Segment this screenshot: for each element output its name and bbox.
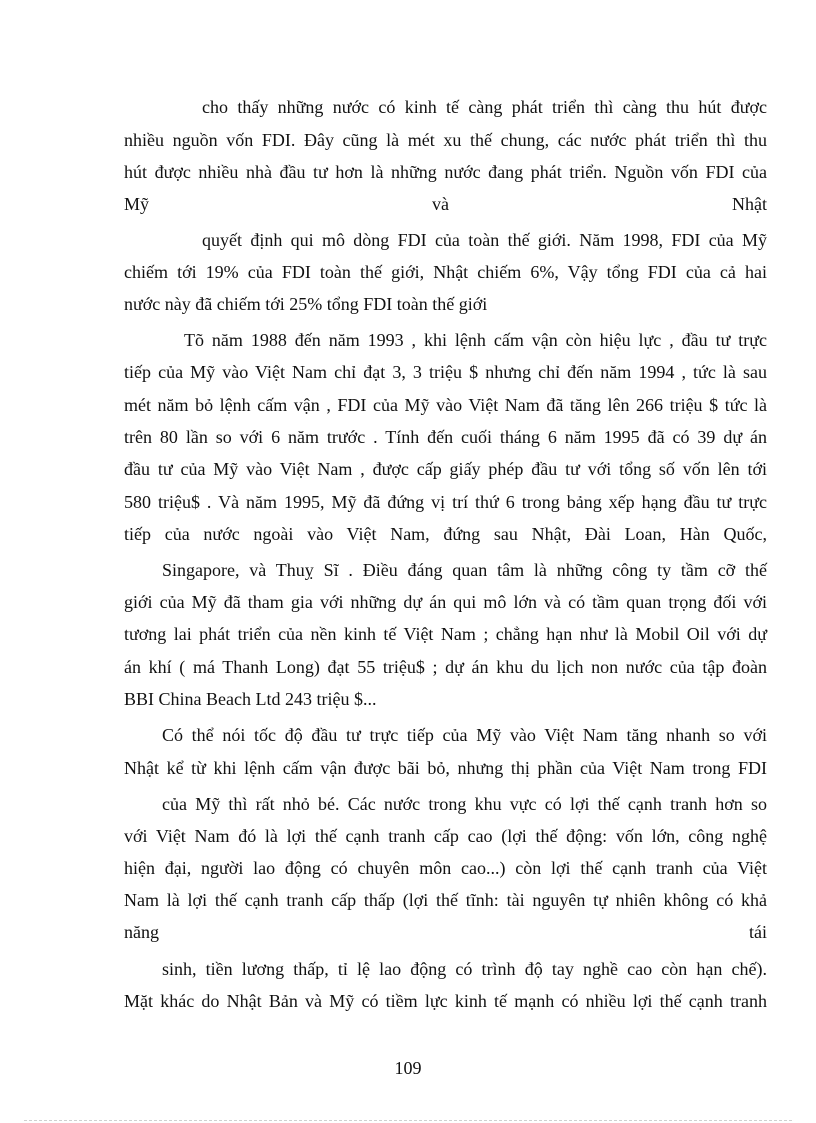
text-line: tiếp của Mỹ vào Việt Nam chỉ đạt 3, 3 triệu $ nhưng chỉ đến năm 1994 , tức là sau xyxy=(124,362,767,382)
text-line: án khí ( má Thanh Long) đạt 55 triệu$ ; dự án khu du lịch non nước của tập đoàn xyxy=(124,657,767,677)
text-line: hút được nhiều nhà đầu tư hơn là những nước đang phát triển. Nguồn vốn FDI của xyxy=(124,162,767,182)
text-line: của Mỹ thì rất nhỏ bé. Các nước trong khu vực có lợi thế cạnh tranh hơn so xyxy=(162,794,767,814)
text-line: quyết định qui mô dòng FDI của toàn thế giới. Năm 1998, FDI của Mỹ xyxy=(202,230,767,250)
text-line: Mỹ và Nhật xyxy=(124,194,767,214)
text-line: đầu tư của Mỹ vào Việt Nam , được cấp giấy phép đầu tư với tổng số vốn lên tới xyxy=(124,459,767,479)
text-line: với Việt Nam đó là lợi thế cạnh tranh cấp cao (lợi thế động: vốn lớn, công nghệ xyxy=(124,826,767,846)
text-line: Nam là lợi thế cạnh tranh cấp thấp (lợi thế tĩnh: tài nguyên tự nhiên không có khả xyxy=(124,890,767,910)
text-line: Có thể nói tốc độ đầu tư trực tiếp của Mỹ vào Việt Nam tăng nhanh so với xyxy=(162,725,767,745)
text-line: Singapore, và Thuỵ Sĩ . Điều đáng quan tâm là những công ty tầm cỡ thế xyxy=(162,560,767,580)
text-line: nước này đã chiếm tới 25% tổng FDI toàn thế giới xyxy=(124,294,488,314)
text-line: chiếm tới 19% của FDI toàn thế giới, Nhật chiếm 6%, Vậy tổng FDI của cả hai xyxy=(124,262,767,282)
text-line: Nhật kể từ khi lệnh cấm vận được bãi bỏ, nhưng thị phần của Việt Nam trong FDI xyxy=(124,758,767,778)
text-line: tiếp của nước ngoài vào Việt Nam, đứng sau Nhật, Đài Loan, Hàn Quốc, xyxy=(124,524,767,544)
page-bottom-divider xyxy=(24,1120,792,1121)
text-line: BBI China Beach Ltd 243 triệu $... xyxy=(124,689,377,709)
text-line: năng tái xyxy=(124,922,767,942)
text-line: nhiều nguồn vốn FDI. Đây cũng là mét xu thế chung, các nước phát triển thì thu xyxy=(124,130,767,150)
text-line: sinh, tiền lương thấp, tỉ lệ lao động có trình độ tay nghề cao còn hạn chế). xyxy=(162,959,767,979)
text-line: tương lai phát triển của nền kinh tế Việt Nam ; chẳng hạn như là Mobil Oil với dự xyxy=(124,624,767,644)
text-line: mét năm bỏ lệnh cấm vận , FDI của Mỹ vào Việt Nam đã tăng lên 266 triệu $ tức là xyxy=(124,395,767,415)
text-line: cho thấy những nước có kinh tế càng phát triển thì càng thu hút được xyxy=(202,97,767,117)
text-line: Tõ năm 1988 đến năm 1993 , khi lệnh cấm vận còn hiệu lực , đầu tư trực xyxy=(184,330,767,350)
text-line: giới của Mỹ đã tham gia với những dự án qui mô lớn và có tầm quan trọng đối với xyxy=(124,592,767,612)
text-line: Mặt khác do Nhật Bản và Mỹ có tiềm lực kinh tế mạnh có nhiều lợi thế cạnh tranh xyxy=(124,991,767,1011)
text-line: 580 triệu$ . Và năm 1995, Mỹ đã đứng vị trí thứ 6 trong bảng xếp hạng đầu tư trực xyxy=(124,492,767,512)
page-number: 109 xyxy=(394,1058,422,1078)
text-line: trên 80 lần so với 6 năm trước . Tính đến cuối tháng 6 năm 1995 đã có 39 dự án xyxy=(124,427,767,447)
text-line: hiện đại, người lao động có chuyên môn cao...) còn lợi thế cạnh tranh của Việt xyxy=(124,858,767,878)
